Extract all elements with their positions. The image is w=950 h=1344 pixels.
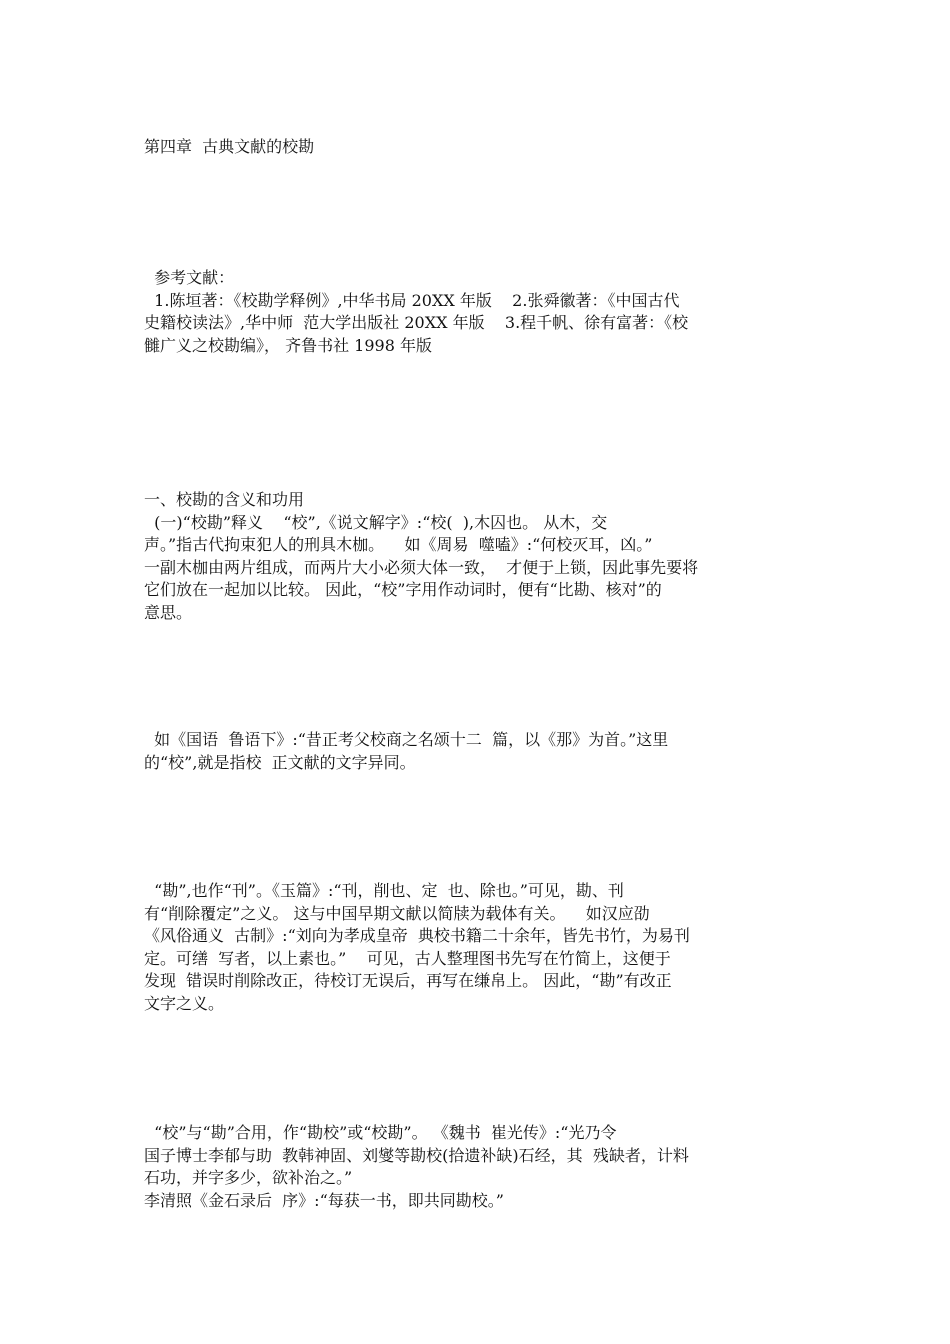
references-line: 雠广义之校勘编》， 齐鲁书社 1998 年版	[144, 335, 432, 355]
paragraph-line: 有“削除覆定”之义。 这与中国早期文献以简牍为载体有关。 如汉应劭	[144, 903, 650, 923]
section1-paragraph2	[144, 729, 809, 774]
paragraph-line: “校”与“勘”合用，作“勘校”或“校勘”。 《魏书 崔光传》:“光乃令	[144, 1123, 617, 1142]
references-heading: 参考文献：	[144, 268, 235, 287]
paragraph-line: 的“校”,就是指校 正文献的文字异同。	[144, 752, 416, 772]
paragraph-line: 《风俗通义 古制》:“刘向为孝成皇帝 典校书籍二十余年，皆先书竹，为易刊	[144, 926, 690, 945]
paragraph-line: 声。”指古代拘束犯人的刑具木枷。 如《周易 噬嗑》:“何校灭耳，凶。”	[144, 535, 653, 554]
paragraph-line: 意思。	[144, 602, 193, 622]
paragraph-line: 它们放在一起加以比较。 因此，“校”字用作动词时，便有“比勘、核对”的	[144, 580, 662, 599]
chapter-title: 第四章 古典文献的校勘	[144, 137, 315, 156]
section-heading: 一、校勘的含义和功用	[144, 490, 305, 509]
paragraph-line: 定。可缮 写者，以上素也。” 可见，古人整理图书先写在竹简上，这便于	[144, 948, 671, 968]
paragraph-line: 如《国语 鲁语下》:“昔正考父校商之名颂十二 篇，以《那》为首。”这里	[144, 730, 669, 749]
paragraph-line: 一副木枷由两片组成，而两片大小必须大体一致， 才便于上锁，因此事先要将	[144, 557, 699, 577]
references-line: 史籍校读法》,华中师 范大学出版社 20XX 年版 3.程千帆、徐有富著：《校	[144, 313, 689, 332]
references-block	[144, 267, 809, 357]
section1-paragraph3	[144, 880, 809, 1015]
paragraph-line: 李清照《金石录后 序》:“每获一书，即共同勘校。”	[144, 1190, 504, 1210]
paragraph-line: 发现 错误时削除改正，待校订无误后，再写在缣帛上。 因此，“勘”有改正	[144, 971, 672, 990]
paragraph-line: 国子博士李郁与助 教韩神固、刘燮等勘校(拾遗补缺)石经，其 残缺者，计料	[144, 1145, 689, 1165]
paragraph-line: 文字之义。	[144, 993, 225, 1013]
section1-paragraph1	[144, 489, 809, 624]
paragraph-line: (一)“校勘”释义 “校”,《说文解字》:“校( ),木囚也。 从木，交	[144, 512, 608, 532]
references-line: 1.陈垣著：《校勘学释例》,中华书局 20XX 年版 2.张舜徽著：《中国古代	[144, 290, 680, 310]
paragraph-line: “勘”,也作“刊”。《玉篇》:“刊，削也、定 也、除也。”可见，勘、刊	[144, 881, 624, 900]
section1-paragraph4	[144, 1122, 809, 1212]
paragraph-line: 石功，并字多少，欲补治之。”	[144, 1168, 353, 1187]
